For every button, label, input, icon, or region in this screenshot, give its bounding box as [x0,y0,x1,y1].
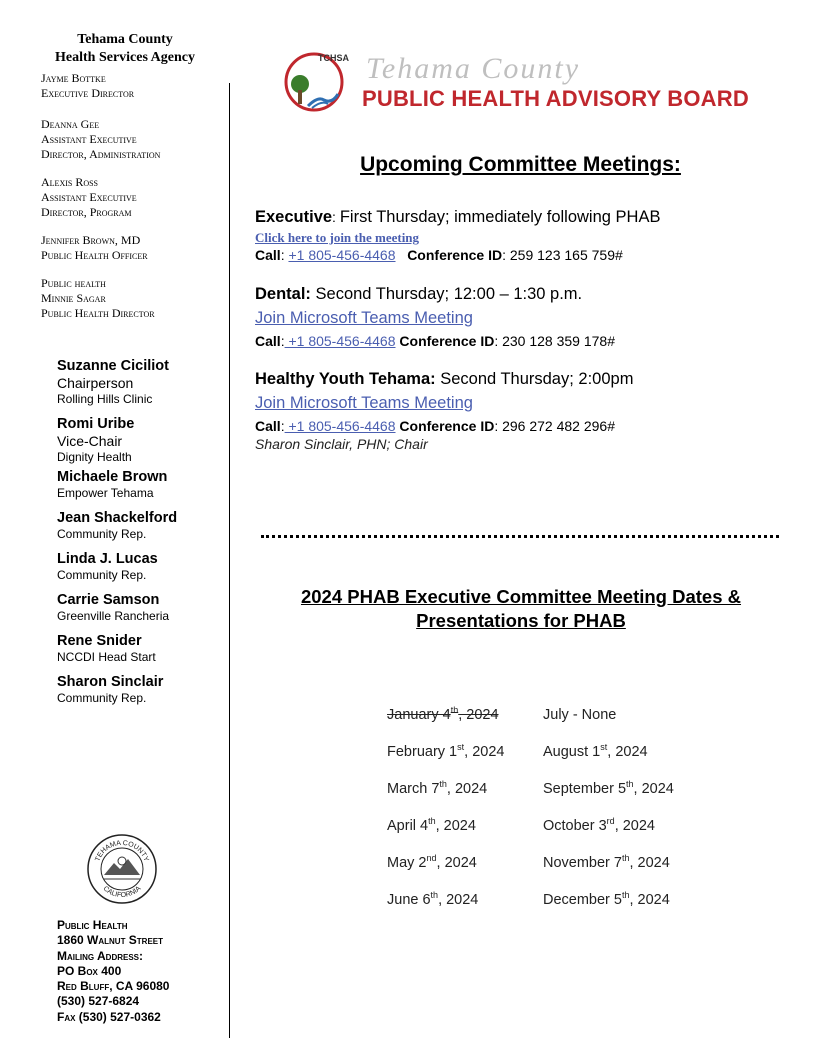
dates-heading: 2024 PHAB Executive Committee Meeting Dates & Presentations for PHAB [300,586,742,631]
meeting-executive: Executive: First Thursday; immediately following PHAB Click here to join the meeting Call: +1 805-456-4468 Conference ID: 259 123 165 759# [255,207,785,264]
date-item: November 7th, 2024 [543,853,670,871]
logo-script: Tehama County [366,52,581,85]
column-divider [229,83,230,1038]
member: Sharon Sinclair Community Rep. [57,674,164,705]
date-item: April 4th, 2024 [387,816,476,834]
mailing-address: Public Health 1860 Walnut Street Mailing Address: PO Box 400 Red Bluff, CA 96080 (530) 527-6824 Fax (530) 527-0362 [57,918,170,1024]
agency-name: Tehama County Health Services Agency [55,32,195,65]
staff-entry: Jayme Bottke Executive Director [41,71,135,100]
dates-column-right [543,706,743,928]
dental-phone-link[interactable]: +1 805-456-4468 [284,333,396,349]
date-item: January 4th, 2024 [387,705,499,723]
member: Suzanne Ciciliot Chairperson Rolling Hills Clinic [57,358,169,406]
date-item: July - None [543,707,617,723]
staff-entry: Alexis Ross Assistant Executive Director, Program [41,175,137,219]
logo-title: PUBLIC HEALTH ADVISORY BOARD [362,86,749,111]
phab-logo [284,48,754,118]
staff-entry: Public health Minnie Sagar Public Health Director [41,276,155,320]
dates-column-left [387,706,537,928]
youth-chair: Sharon Sinclair, PHN; Chair [255,436,428,452]
member-list [57,358,227,706]
staff-entry: Deanna Gee Assistant Executive Director, Administration [41,117,161,161]
member: Linda J. Lucas Community Rep. [57,551,158,582]
svg-text:CALIFORNIA: CALIFORNIA [101,885,143,900]
date-item: October 3rd, 2024 [543,816,656,834]
member: Michaele Brown Empower Tehama [57,469,168,500]
dotted-divider [261,535,779,538]
date-item: August 1st, 2024 [543,742,648,760]
date-item: December 5th, 2024 [543,890,670,908]
meeting-dental: Dental: Second Thursday; 12:00 – 1:30 p.m. Join Microsoft Teams Meeting Call: +1 805-456-4468 Conference ID: 230 128 359 178# [255,284,785,350]
staff-entry: Jennifer Brown, MD Public Health Officer [41,233,148,262]
date-item: September 5th, 2024 [543,779,674,797]
date-item: March 7th, 2024 [387,779,488,797]
executive-join-link[interactable]: Click here to join the meeting [255,230,420,245]
member: Romi Uribe Vice-Chair Dignity Health [57,416,135,464]
meeting-youth: Healthy Youth Tehama: Second Thursday; 2:00pm Join Microsoft Teams Meeting Call: +1 805-456-4468 Conference ID: 296 272 482 296# Sharon Sinclair, PHN; Chair [255,369,785,453]
date-item: June 6th, 2024 [387,890,479,908]
logo-abbr: TCHSA [318,53,349,63]
svg-text:TEHAMA COUNTY: TEHAMA COUNTY [94,839,150,863]
date-item: February 1st, 2024 [387,742,505,760]
member: Carrie Samson Greenville Rancheria [57,592,170,623]
dental-teams-link[interactable]: Join Microsoft Teams Meeting [255,309,473,327]
page-title: Upcoming Committee Meetings: [360,153,681,176]
member: Jean Shackelford Community Rep. [57,510,178,541]
county-seal-icon [86,833,158,905]
member: Rene Snider NCCDI Head Start [57,633,156,664]
date-item: May 2nd, 2024 [387,853,477,871]
youth-phone-link[interactable]: +1 805-456-4468 [284,418,396,434]
youth-teams-link[interactable]: Join Microsoft Teams Meeting [255,394,473,412]
executive-phone-link[interactable]: +1 805-456-4468 [288,247,396,263]
